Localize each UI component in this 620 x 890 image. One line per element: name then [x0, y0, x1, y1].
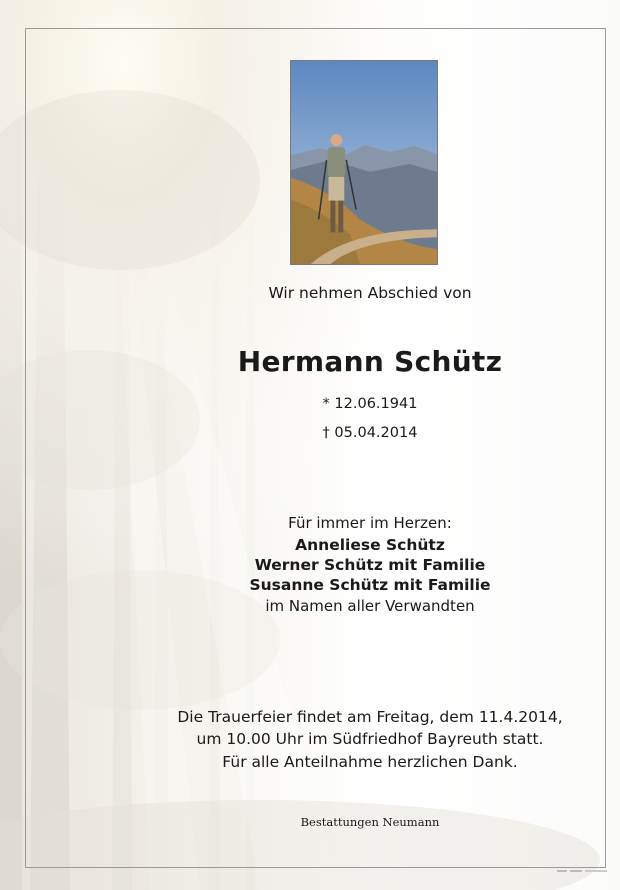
thanks-line: Für alle Anteilnahme herzlichen Dank. — [222, 753, 518, 771]
mourner-name: Anneliese Schütz — [295, 536, 445, 554]
print-marks — [557, 869, 607, 874]
mourners-footer: im Namen aller Verwandten — [265, 597, 475, 615]
deceased-name: Hermann Schütz — [237, 345, 503, 378]
service-line-1: Die Trauerfeier findet am Freitag, dem 11.4.2014, — [177, 708, 563, 726]
mourner-name: Susanne Schütz mit Familie — [249, 576, 491, 594]
mourner-name: Werner Schütz mit Familie — [254, 556, 486, 574]
intro-text: Wir nehmen Abschied von — [268, 284, 472, 302]
death-date: † 05.04.2014 — [322, 425, 418, 441]
mourners-heading: Für immer im Herzen: — [288, 514, 452, 532]
portrait-photo — [290, 60, 438, 265]
service-line-2: um 10.00 Uhr im Südfriedhof Bayreuth statt. — [196, 730, 544, 748]
birth-date: * 12.06.1941 — [322, 396, 418, 412]
funeral-home-credit: Bestattungen Neumann — [300, 815, 440, 829]
portrait-photo-hiker — [291, 61, 437, 264]
